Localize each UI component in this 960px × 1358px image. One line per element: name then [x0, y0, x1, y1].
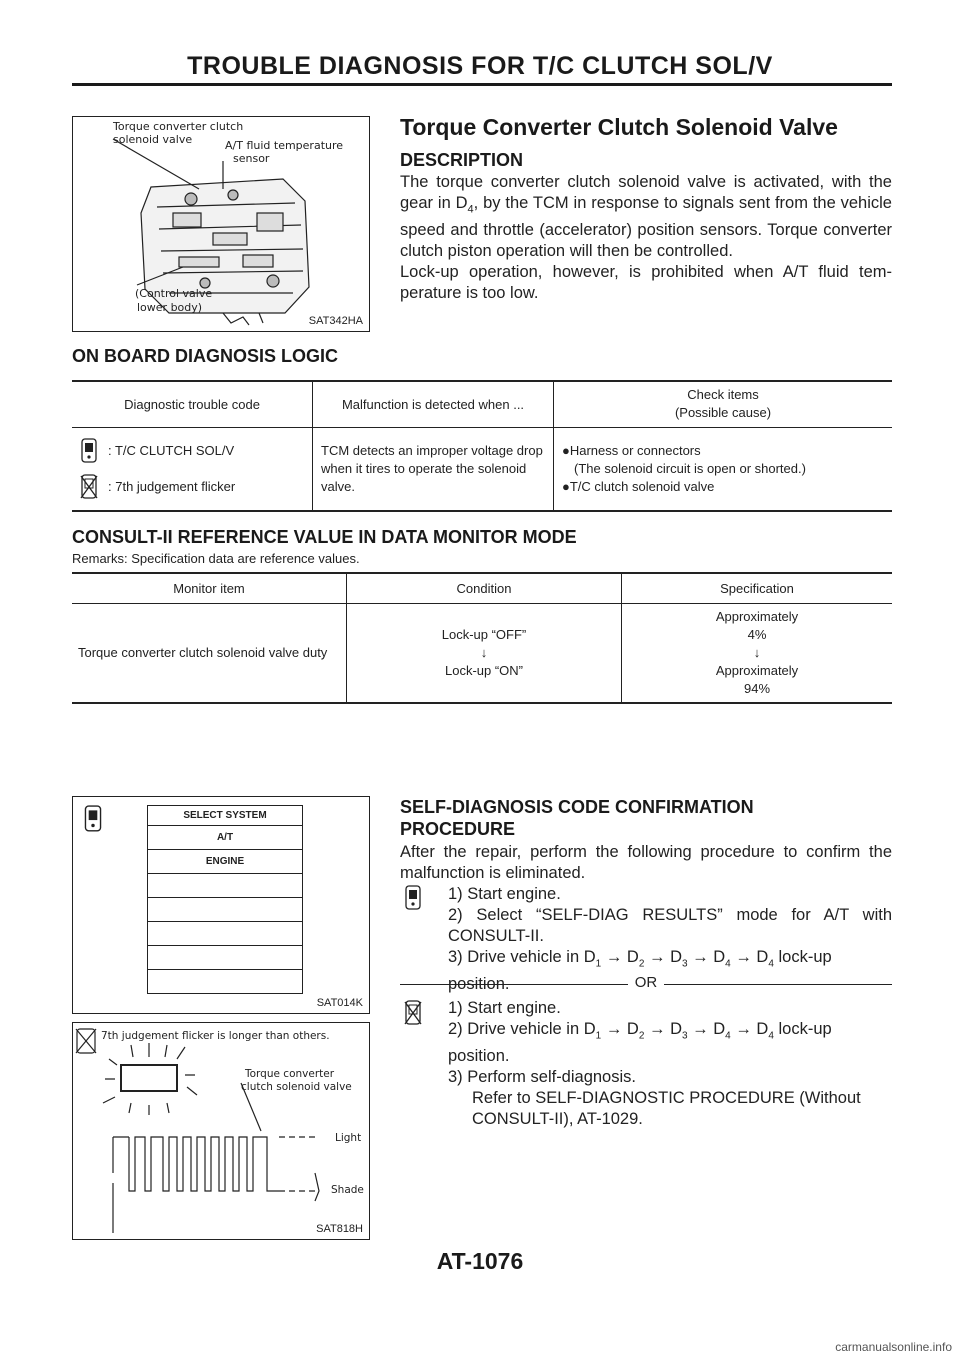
step-b2-pre: 2) Drive vehicle in [448, 1020, 580, 1038]
select-system-empty-row [148, 970, 302, 993]
flicker-caption: 7th judgement flicker is longer than others. [101, 1030, 330, 1042]
gear-d: D [626, 1020, 639, 1038]
select-system-empty-row [148, 922, 302, 946]
obd-col-header-check [554, 381, 893, 427]
consult-spec-cell [622, 603, 893, 703]
spec-1-label: Approximately [715, 608, 799, 624]
select-system-empty-row [148, 874, 302, 898]
condition-on: Lock-up “ON” [444, 662, 524, 678]
consult-device-icon [78, 438, 100, 464]
right-arrow-icon: → [648, 1020, 666, 1038]
consult-remarks: Remarks: Specification data are reference values. [72, 551, 360, 566]
label-atf2: sensor [233, 152, 270, 165]
label-shade: Shade [331, 1184, 364, 1196]
figure-flicker [72, 1022, 370, 1240]
bullet-icon: ● [562, 478, 570, 494]
step-a3 [448, 947, 892, 995]
consult-table [72, 572, 892, 704]
gear-d: D [670, 1020, 682, 1038]
label-valve: Torque converter [245, 1068, 335, 1080]
gear-d: D [583, 1020, 596, 1038]
step-b1: 1) Start engine. [448, 999, 561, 1017]
spec-1-value: 4% [747, 626, 767, 642]
step-a2: 2) Select “SELF-DIAG RESULTS” mode for A/T with CONSULT-II. [448, 906, 892, 945]
or-label: OR [628, 974, 664, 991]
consult-table-wrapper [72, 572, 892, 704]
label-cv: (Control valve [135, 287, 213, 300]
obd-check-1-detail: (The solenoid circuit is open or shorted.) [574, 460, 806, 476]
page-number: AT-1076 [436, 1248, 524, 1274]
procedure-b-steps [448, 998, 892, 1130]
description-paragraph [400, 172, 892, 304]
gear-d: D [756, 1020, 769, 1038]
obd-check-cell [554, 427, 893, 511]
gear-sub: 4 [725, 958, 731, 970]
gear-sub: 3 [682, 958, 688, 970]
no-tool-icon [402, 1000, 424, 1026]
step-b3: 3) Perform self-diagnosis. [448, 1068, 636, 1087]
figure-control-valve [72, 116, 370, 332]
no-tool-icon [78, 474, 100, 500]
figure-code: SAT342HA [308, 315, 363, 327]
obd-table [72, 380, 892, 512]
flicker-waveform-illustration [73, 1023, 369, 1239]
label-valve2: clutch solenoid valve [241, 1081, 352, 1093]
gear-sub: 1 [595, 1030, 602, 1042]
consult-device-icon [402, 885, 424, 911]
gear-sub: 3 [682, 1030, 688, 1042]
right-arrow-icon: → [605, 1020, 623, 1038]
label-tcc: Torque converter clutch [113, 120, 244, 133]
desc-text-b: , by the TCM in response to signals sent from the vehicle speed and throttle (accelerator) position sensors. Torque converter clutch piston operation will then be controlled. [400, 194, 892, 261]
consult-heading: CONSULT-II REFERENCE VALUE IN DATA MONITOR MODE [72, 527, 577, 547]
condition-off: Lock-up “OFF” [441, 626, 527, 642]
step-a3-pre: 3) Drive vehicle in [448, 948, 580, 966]
right-arrow-icon: → [692, 948, 709, 966]
description-heading: DESCRIPTION [400, 150, 524, 170]
select-system-title: SELECT SYSTEM [148, 806, 302, 826]
obd-check-header-b: (Possible cause) [674, 405, 772, 421]
consult-item-cell: Torque converter clutch solenoid valve duty [78, 645, 328, 661]
consult-col-header-spec: Specification [622, 573, 893, 603]
obd-code-row1 [78, 433, 311, 469]
gear-d: D [756, 948, 769, 966]
gear-d: D [626, 948, 639, 966]
obd-check-1 [562, 442, 884, 460]
right-arrow-icon: → [735, 948, 752, 966]
figure-select-system [72, 796, 370, 1014]
right-arrow-icon: → [692, 1020, 709, 1038]
select-system-empty-row [148, 946, 302, 970]
figure-code: SAT014K [316, 997, 363, 1009]
desc-text-lockup: Lock-up operation, however, is prohibited when A/T fluid tem-perature is too low. [400, 263, 892, 303]
gear-sub: 2 [638, 958, 645, 970]
obd-check-1-text: Harness or connectors [569, 442, 701, 458]
procedure-a-steps [448, 884, 892, 995]
obd-code-1: : T/C CLUTCH SOL/V [108, 443, 235, 459]
selfdiag-intro: After the repair, perform the following procedure to confirm the malfunction is eliminated. [400, 843, 892, 882]
gear-sub: 4 [768, 1030, 774, 1042]
obd-check-2-text: T/C clutch solenoid valve [569, 478, 715, 494]
site-watermark: carmanualsonline.info [835, 1340, 952, 1354]
obd-malfunction-cell: TCM detects an improper voltage drop when it tires to operate the solenoid valve. [313, 427, 554, 511]
gear-sub: 2 [638, 1030, 645, 1042]
bullet-icon: ● [562, 442, 570, 458]
right-arrow-icon: → [735, 1020, 752, 1038]
gear-d: D [713, 1020, 726, 1038]
consult-col-header-item: Monitor item [173, 580, 245, 596]
select-system-screen [147, 805, 303, 994]
header-divider [72, 83, 892, 86]
spec-2-label: Approximately [715, 662, 799, 678]
obd-col-header-code: Diagnostic trouble code [124, 396, 260, 412]
obd-code-cell [72, 427, 313, 511]
obd-check-2 [562, 478, 884, 496]
consult-condition-cell [347, 603, 622, 703]
step-a3-post: lock-up position. [448, 948, 832, 994]
obd-table-wrapper [72, 380, 892, 512]
down-arrow-icon: ↓ [480, 644, 488, 660]
down-arrow-icon: ↓ [753, 644, 761, 660]
obd-code-row2 [78, 469, 311, 505]
selfdiag-heading [400, 796, 754, 840]
figure-code: SAT818H [316, 1223, 363, 1235]
gear-sub: 1 [595, 958, 602, 970]
select-system-empty-row [148, 898, 302, 922]
obd-code-2: : 7th judgement flicker [108, 479, 236, 495]
gear-sub: 4 [725, 1030, 731, 1042]
section-title: Torque Converter Clutch Solenoid Valve [400, 114, 838, 140]
page-header-title: TROUBLE DIAGNOSIS FOR T/C CLUTCH SOL/V [187, 52, 773, 80]
label-tcc2: solenoid valve [113, 133, 193, 146]
step-a1: 1) Start engine. [448, 885, 561, 903]
consult-col-header-condition: Condition [347, 573, 622, 603]
spec-2-value: 94% [743, 680, 771, 696]
right-arrow-icon: → [605, 948, 623, 966]
select-system-item-at: A/T [148, 826, 302, 850]
gear-d: D [670, 948, 682, 966]
step-b3-detail: Refer to SELF-DIAGNOSTIC PROCEDURE (Without CONSULT-II), AT-1029. [472, 1089, 861, 1129]
selfdiag-heading-line1: SELF-DIAGNOSIS CODE CONFIRMATION [400, 797, 754, 817]
control-valve-illustration [73, 117, 369, 331]
label-light: Light [335, 1132, 362, 1144]
gear-d: D [713, 948, 726, 966]
label-cv2: lower body) [137, 301, 203, 314]
gear-d: D [583, 948, 596, 966]
obd-heading: ON BOARD DIAGNOSIS LOGIC [72, 346, 339, 366]
desc-subscript: 4 [467, 203, 474, 216]
gear-sub: 4 [768, 958, 774, 970]
obd-check-header-a: Check items [687, 387, 759, 403]
selfdiag-heading-line2: PROCEDURE [400, 819, 516, 839]
obd-col-header-malfunction: Malfunction is detected when ... [313, 381, 554, 427]
step-b2-post: lock-up position. [448, 1020, 832, 1066]
step-b2 [448, 1019, 892, 1067]
desc-text-a: The torque converter clutch solenoid valve is activated, with the gear in D [400, 173, 892, 212]
select-system-item-engine: ENGINE [148, 850, 302, 874]
consult-device-icon [81, 805, 105, 833]
label-atf: A/T fluid temperature [225, 139, 344, 152]
right-arrow-icon: → [648, 948, 666, 966]
